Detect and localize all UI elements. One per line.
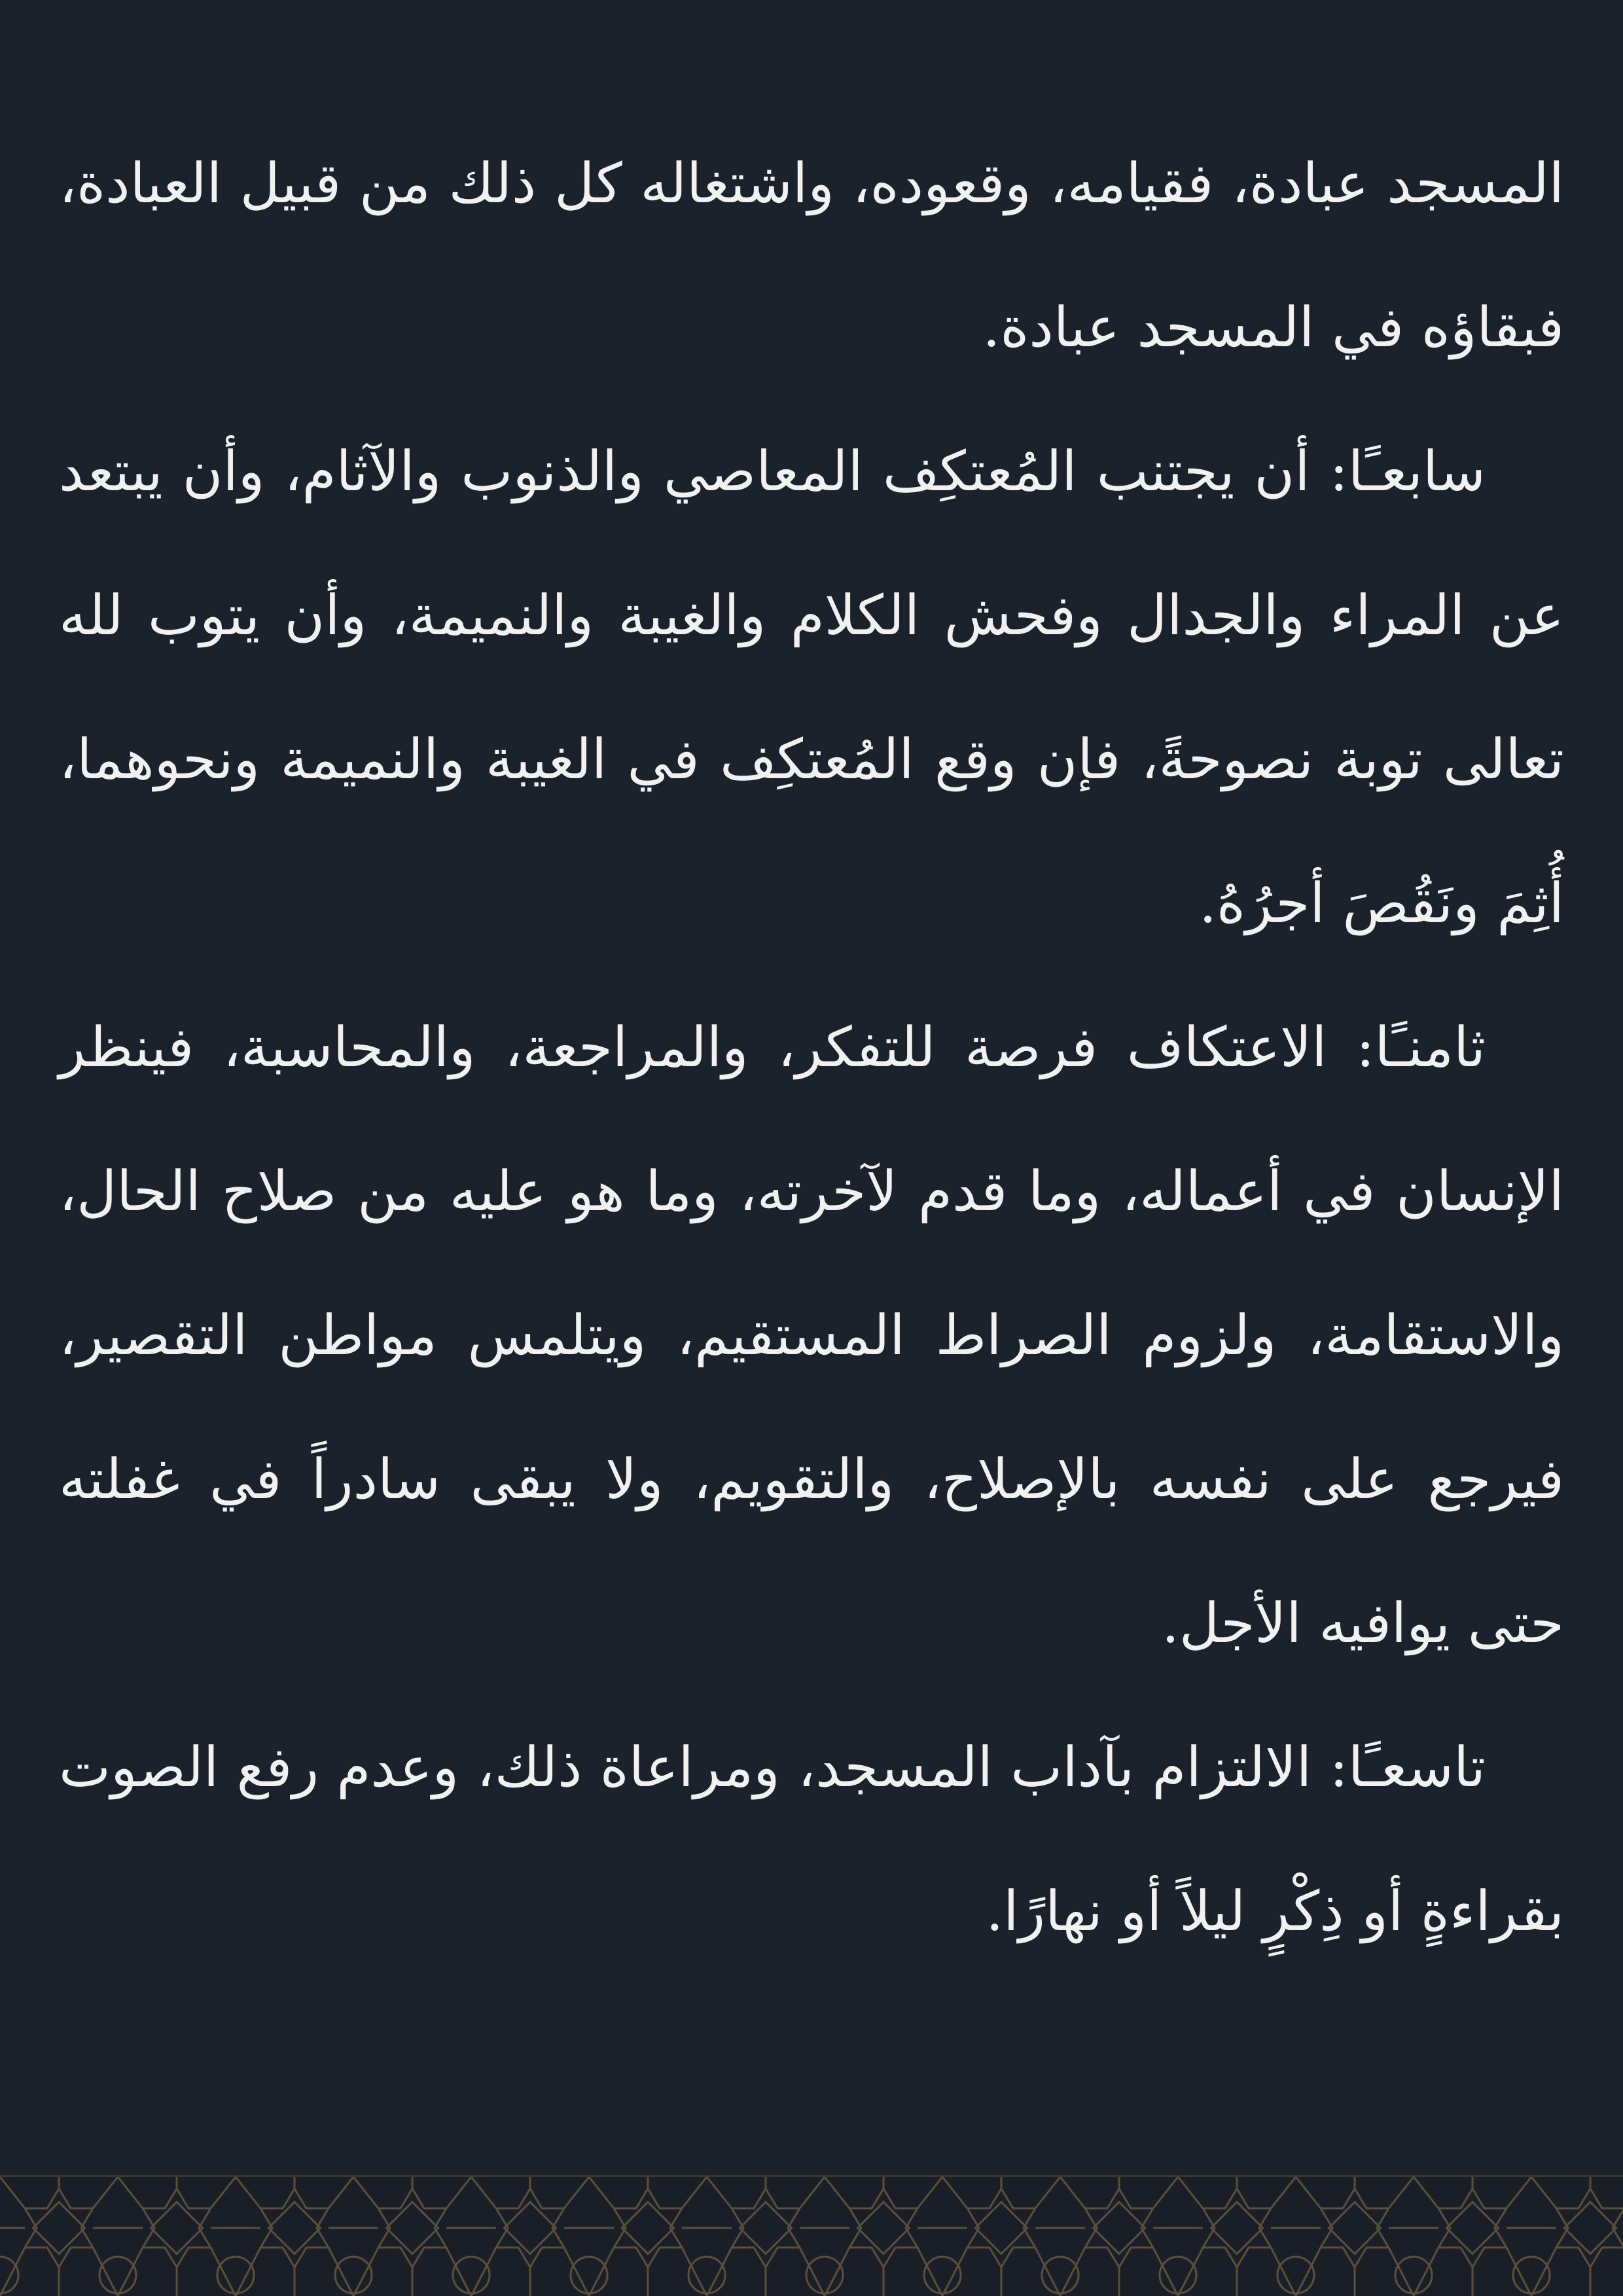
paragraph-eighth: ثامنـًا: الاعتكاف فرصة للتفكر، والمراجعة، والمحاسبة، فينظر الإنسان في أعماله، وما قدم لآخرته، وما هو عليه من صلاح الحال، والاستقامة، ولزوم الصراط المستقيم، ويتلمس مواطن التقصير، فيرجع على نفسه بالإصلاح، والتقويم، ولا يبقى سادراً في غفلته حتى يوافيه الأجل. <box>59 1015 1564 1655</box>
islamic-star-pattern-icon <box>0 2177 1623 2296</box>
decorative-footer-border <box>0 2175 1623 2296</box>
paragraph-ninth: تاسعـًا: الالتزام بآداب المسجد، ومراعاة ذلك، وعدم رفع الصوت بقراءةٍ أو ذِكْرٍ ليلاً أو نهارًا. <box>59 1735 1564 1943</box>
paragraph-seventh: سابعـًا: أن يجتنب المُعتكِف المعاصي والذنوب والآثام، وأن يبتعد عن المراء والجدال وفحش الكلام والغيبة والنميمة، وأن يتوب لله تعالى توبة نصوحةً، فإن وقع المُعتكِف في الغيبة والنميمة ونحوهما، أُثِمَ ونَقُصَ أجرُهُ. <box>59 439 1564 935</box>
document-body <box>59 111 1564 1983</box>
paragraph-intro: المسجد عبادة، فقيامه، وقعوده، واشتغاله كل ذلك من قبيل العبادة، فبقاؤه في المسجد عبادة. <box>59 151 1564 359</box>
